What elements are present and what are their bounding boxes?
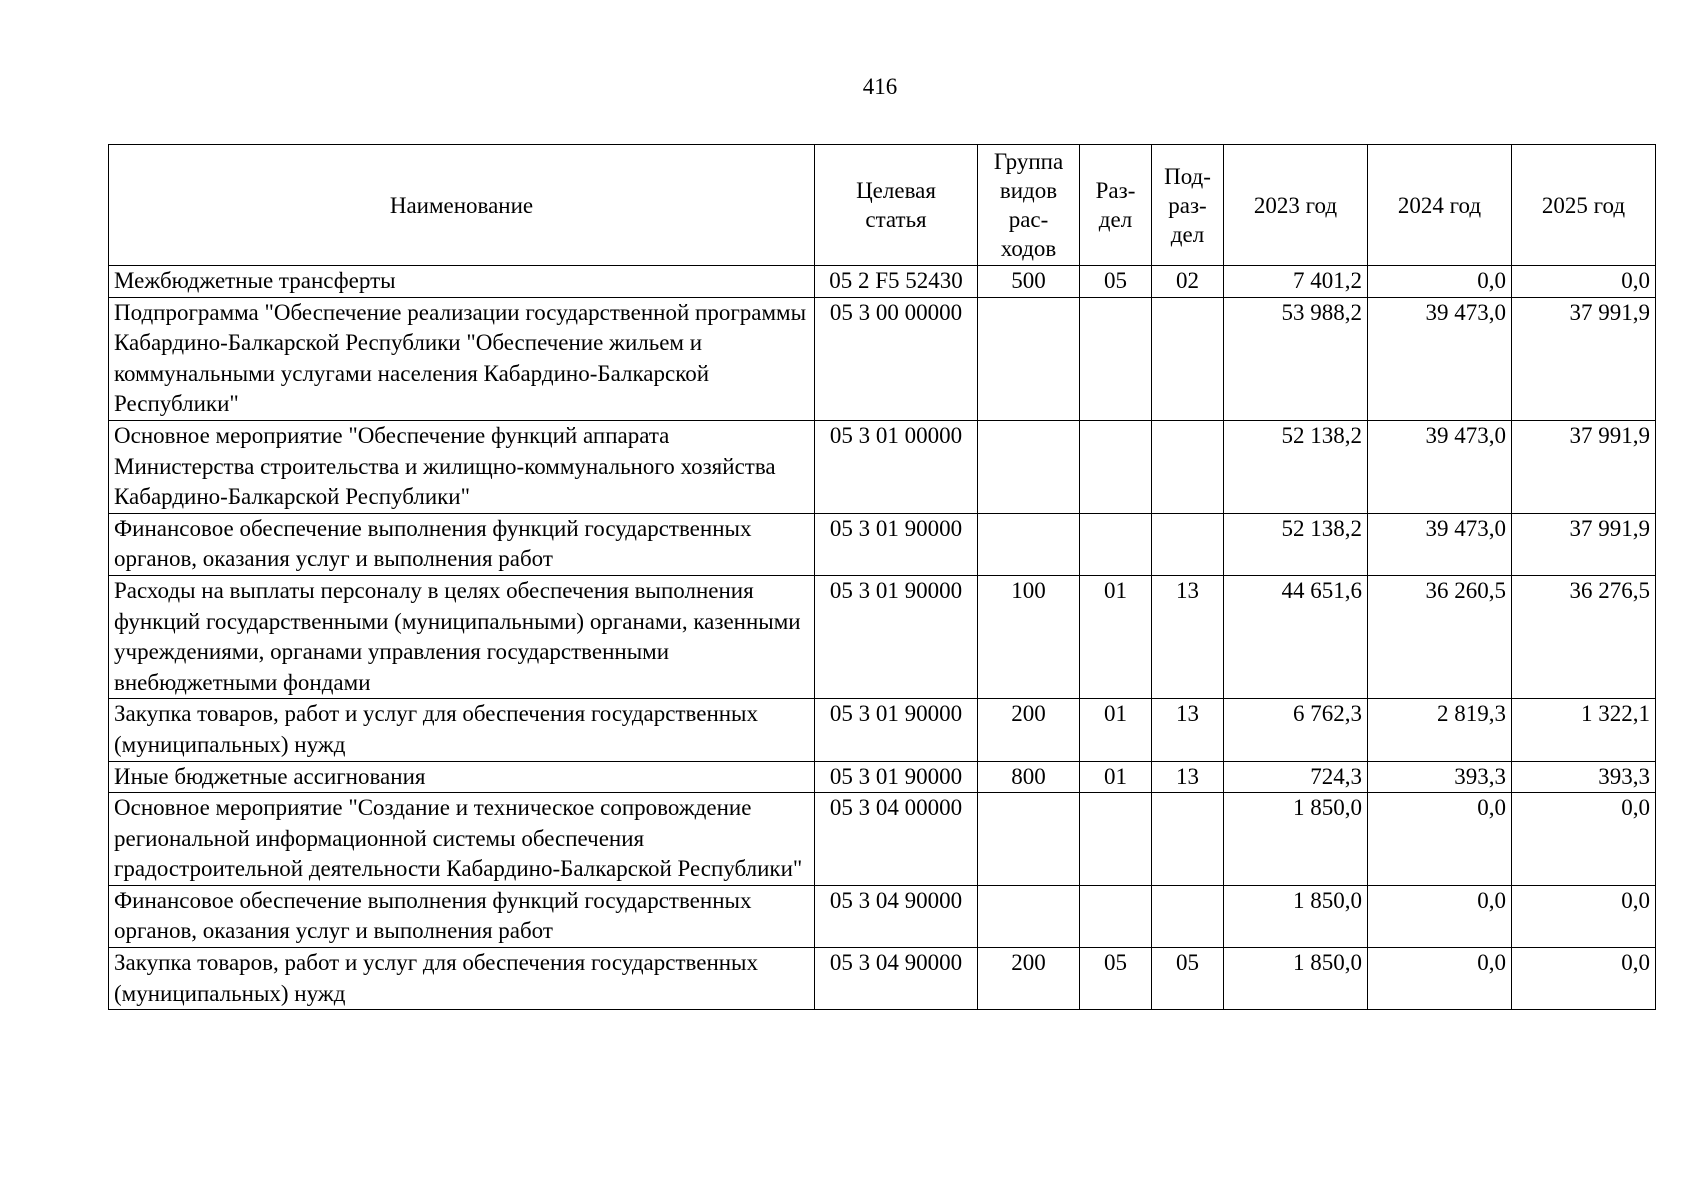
header-name: Наименование: [109, 145, 815, 266]
cell-section: [1080, 513, 1152, 575]
cell-year-2024: 39 473,0: [1368, 513, 1512, 575]
cell-name: Основное мероприятие "Создание и техническое сопровождение региональной информационной системы обеспечения градостроительной деятельности Кабардино-Балкарской Республики": [109, 793, 815, 886]
cell-name: Межбюджетные трансферты: [109, 266, 815, 298]
table-row: [109, 761, 1656, 793]
cell-expense-group: 200: [978, 699, 1080, 761]
cell-expense-group: [978, 793, 1080, 886]
cell-section: 01: [1080, 699, 1152, 761]
budget-table: [108, 144, 1656, 1010]
cell-target-article: 05 3 04 90000: [815, 948, 978, 1010]
cell-year-2023: 1 850,0: [1224, 793, 1368, 886]
cell-name: Закупка товаров, работ и услуг для обеспечения государственных (муниципальных) нужд: [109, 948, 815, 1010]
cell-subsection: [1152, 885, 1224, 947]
table-row: [109, 266, 1656, 298]
cell-expense-group: [978, 420, 1080, 513]
cell-name: Закупка товаров, работ и услуг для обеспечения государственных (муниципальных) нужд: [109, 699, 815, 761]
cell-year-2023: 1 850,0: [1224, 948, 1368, 1010]
cell-section: [1080, 297, 1152, 420]
cell-expense-group: 200: [978, 948, 1080, 1010]
cell-year-2024: 0,0: [1368, 885, 1512, 947]
header-expense-group: Группа видов рас- ходов: [978, 145, 1080, 266]
table-header-row: [109, 145, 1656, 266]
cell-section: [1080, 793, 1152, 886]
cell-subsection: 13: [1152, 699, 1224, 761]
table-row: [109, 699, 1656, 761]
cell-target-article: 05 3 01 90000: [815, 513, 978, 575]
cell-name: Финансовое обеспечение выполнения функций государственных органов, оказания услуг и выполнения работ: [109, 513, 815, 575]
cell-expense-group: [978, 513, 1080, 575]
cell-subsection: 13: [1152, 761, 1224, 793]
cell-year-2024: 0,0: [1368, 948, 1512, 1010]
cell-target-article: 05 2 F5 52430: [815, 266, 978, 298]
table-row: [109, 885, 1656, 947]
cell-subsection: [1152, 297, 1224, 420]
header-year-2024: 2024 год: [1368, 145, 1512, 266]
cell-subsection: 02: [1152, 266, 1224, 298]
cell-name: Основное мероприятие "Обеспечение функций аппарата Министерства строительства и жилищно-коммунального хозяйства Кабардино-Балкарской Республики": [109, 420, 815, 513]
cell-name: Иные бюджетные ассигнования: [109, 761, 815, 793]
cell-year-2025: 393,3: [1512, 761, 1656, 793]
cell-section: [1080, 420, 1152, 513]
cell-section: 01: [1080, 761, 1152, 793]
cell-subsection: 13: [1152, 575, 1224, 698]
cell-section: 05: [1080, 948, 1152, 1010]
cell-year-2023: 53 988,2: [1224, 297, 1368, 420]
cell-year-2025: 37 991,9: [1512, 420, 1656, 513]
cell-name: Финансовое обеспечение выполнения функций государственных органов, оказания услуг и выполнения работ: [109, 885, 815, 947]
cell-section: [1080, 885, 1152, 947]
cell-target-article: 05 3 00 00000: [815, 297, 978, 420]
page-number: 416: [862, 74, 898, 99]
table-row: [109, 420, 1656, 513]
cell-expense-group: [978, 297, 1080, 420]
table-row: [109, 513, 1656, 575]
cell-year-2024: 0,0: [1368, 266, 1512, 298]
table-row: [109, 793, 1656, 886]
cell-name: Подпрограмма "Обеспечение реализации государственной программы Кабардино-Балкарской Республики "Обеспечение жильем и коммунальными услугами населения Кабардино-Балкарской Республики": [109, 297, 815, 420]
cell-expense-group: [978, 885, 1080, 947]
cell-year-2023: 7 401,2: [1224, 266, 1368, 298]
cell-target-article: 05 3 04 00000: [815, 793, 978, 886]
cell-year-2025: 0,0: [1512, 885, 1656, 947]
table-row: [109, 297, 1656, 420]
table-row: [109, 948, 1656, 1010]
cell-target-article: 05 3 01 00000: [815, 420, 978, 513]
cell-target-article: 05 3 01 90000: [815, 761, 978, 793]
header-section: Раз- дел: [1080, 145, 1152, 266]
cell-subsection: [1152, 513, 1224, 575]
cell-year-2025: 37 991,9: [1512, 297, 1656, 420]
cell-year-2023: 6 762,3: [1224, 699, 1368, 761]
cell-year-2024: 393,3: [1368, 761, 1512, 793]
table-body: [109, 266, 1656, 1010]
table-row: [109, 575, 1656, 698]
header-year-2025: 2025 год: [1512, 145, 1656, 266]
cell-expense-group: 800: [978, 761, 1080, 793]
cell-target-article: 05 3 04 90000: [815, 885, 978, 947]
cell-year-2025: 0,0: [1512, 793, 1656, 886]
cell-expense-group: 500: [978, 266, 1080, 298]
cell-subsection: [1152, 793, 1224, 886]
cell-year-2024: 0,0: [1368, 793, 1512, 886]
cell-year-2023: 1 850,0: [1224, 885, 1368, 947]
cell-year-2025: 36 276,5: [1512, 575, 1656, 698]
cell-year-2024: 39 473,0: [1368, 420, 1512, 513]
cell-year-2024: 2 819,3: [1368, 699, 1512, 761]
cell-year-2025: 0,0: [1512, 266, 1656, 298]
cell-year-2024: 36 260,5: [1368, 575, 1512, 698]
cell-year-2025: 37 991,9: [1512, 513, 1656, 575]
cell-year-2023: 52 138,2: [1224, 420, 1368, 513]
cell-subsection: 05: [1152, 948, 1224, 1010]
cell-year-2023: 52 138,2: [1224, 513, 1368, 575]
cell-year-2025: 0,0: [1512, 948, 1656, 1010]
cell-year-2023: 724,3: [1224, 761, 1368, 793]
cell-year-2025: 1 322,1: [1512, 699, 1656, 761]
cell-year-2023: 44 651,6: [1224, 575, 1368, 698]
cell-subsection: [1152, 420, 1224, 513]
cell-name: Расходы на выплаты персоналу в целях обеспечения выполнения функций государственными (муниципальными) органами, казенными учреждениями, органами управления государственными внебюджетными фондами: [109, 575, 815, 698]
cell-target-article: 05 3 01 90000: [815, 575, 978, 698]
header-target-article: Целевая статья: [815, 145, 978, 266]
cell-section: 05: [1080, 266, 1152, 298]
cell-target-article: 05 3 01 90000: [815, 699, 978, 761]
cell-expense-group: 100: [978, 575, 1080, 698]
cell-year-2024: 39 473,0: [1368, 297, 1512, 420]
header-year-2023: 2023 год: [1224, 145, 1368, 266]
cell-section: 01: [1080, 575, 1152, 698]
header-subsection: Под- раз- дел: [1152, 145, 1224, 266]
